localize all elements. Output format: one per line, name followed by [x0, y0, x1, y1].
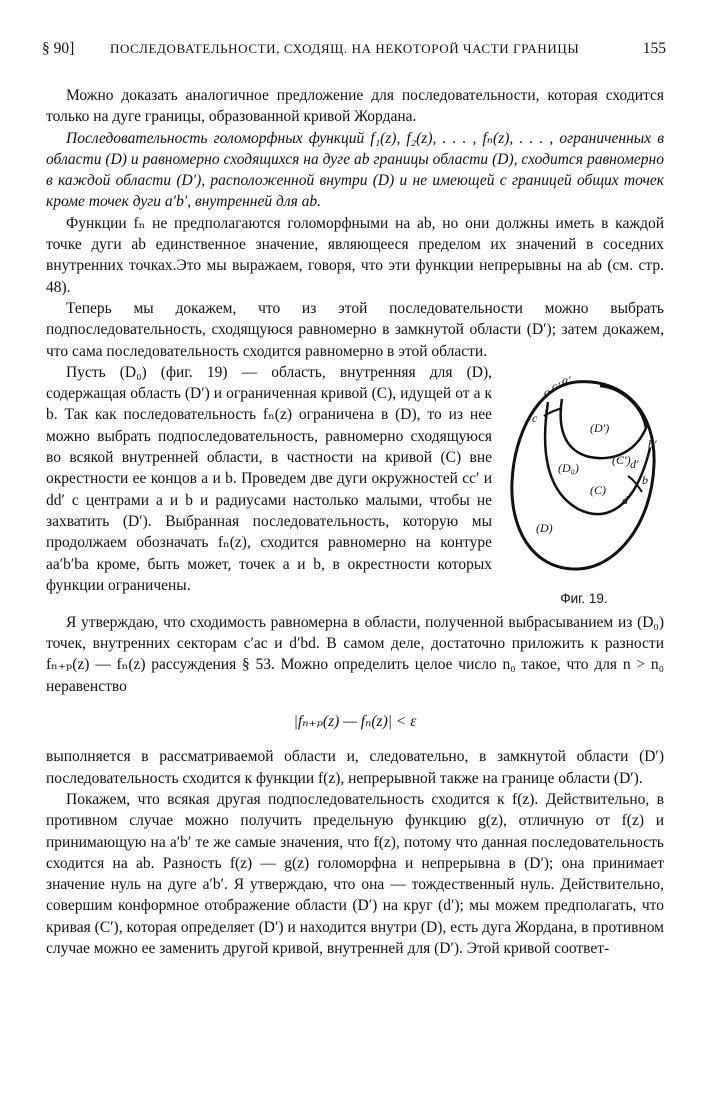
figure-caption: Фиг. 19.: [560, 590, 608, 606]
label-D0: (D₀): [558, 460, 579, 475]
label-C-prime: (C′): [612, 452, 631, 467]
label-a-prime: a′: [562, 372, 571, 387]
label-C: (C): [590, 482, 606, 497]
label-D: (D): [536, 520, 553, 535]
running-header: [42, 40, 666, 64]
paragraph-3: Функции fₙ не предполагаются голоморфными на ab, но они должны иметь в каждой точке дуги ab единственное значение, являющееся пределом их значений в соседних внутренних точках.Это мы выражаем, говоря, что эти функции непрерывны на ab (см. стр. 48).: [46, 214, 664, 296]
label-d-prime: d′: [630, 456, 639, 471]
label-c: c: [532, 410, 538, 425]
page-number: 155: [642, 40, 666, 57]
inequality-formula: |fₙ₊ₚ(z) — fₙ(z)| < ε: [293, 713, 417, 731]
paragraph-7: выполняется в рассматриваемой области и, следовательно, в замкнутой области (D′) последовательность сходится к функции f(z), непрерывной также на границе области (D′).: [46, 748, 664, 787]
label-b: b: [642, 472, 648, 487]
paragraph-1: Можно доказать аналогичное предложение для последовательности, которая сходится только на дуге границы, образованной кривой Жордана.: [46, 87, 664, 126]
figure-19-diagram: [504, 364, 664, 586]
label-d: d: [622, 492, 628, 507]
theorem-statement: Последовательность голоморфных функций f₁(z), f₂(z), . . . , fₙ(z), . . . , ограниченных в области (D) и равномерно сходящихся на дуге ab границы области (D), сходится равномерно в каждой области (D′), расположенной внутри (D) и не имеющей с границей общих точек кроме точек дуги a′b′, внутренней для ab.: [46, 129, 664, 211]
paragraph-8: Покажем, что всякая другая подпоследовательность сходится к f(z). Действительно, в противном случае можно получить предельную функцию g(z), отличную от f(z) и принимающую на a′b′ те же самые значения, что f(z), потому что данная последовательность сходится на ab. Разность f(z) — g(z) голоморфна и непрерывна в (D′); она принимает значение нуль на дуге a′b′. Я утверждаю, что она — тождественный нуль. Действительно, совершим конформное отображение области (D′) на круг (d′); мы можем предполагать, что кривая (C′), которая определяет (D′) и находится внутри (D), есть дуга Жордана, в противном случае можно ее заменить другой кривой, внутренней для (D′). Этой кривой соответ-: [46, 790, 664, 958]
label-D-prime: (D′): [590, 420, 610, 435]
outer-curve-D: [512, 382, 654, 569]
section-number: § 90]: [42, 40, 75, 57]
figure-19: [504, 364, 664, 612]
running-title: ПОСЛЕДОВАТЕЛЬНОСТИ, СХОДЯЩ. НА НЕКОТОРОЙ ЧАСТИ ГРАНИЦЫ: [110, 41, 580, 56]
label-c-prime: c′: [552, 378, 560, 393]
paragraph-4: Теперь мы докажем, что из этой последовательности можно выбрать подпоследовательность, сходящуюся равномерно в замкнутой области (D′); затем докажем, что сама последовательность сходится равномерно в этой области.: [46, 299, 664, 360]
label-b-prime: b′: [648, 436, 657, 451]
paragraph-5: Пусть (D₀) (фиг. 19) — область, внутренняя для (D), содержащая область (D′) и ограниченная кривой (C), идущей от a к b. Так как последовательность fₙ(z) ограничена в (D), то из нее можно выбрать подпоследовательность, равномерно сходящуюся во всякой внутренней области, в частности на кривой (C) вне окрестности ее концов a и b. Проведем две дуги окружностей cc′ и dd′ с центрами a и b и радиусами настолько малыми, чтобы не захватить (D′). Выбранная последовательность, которую мы продолжаем обозначать fₙ(z), сходится равномерно на контуре aa′b′ba кроме, быть может, точек a и b, в окрестности которых функции ограничены.: [46, 363, 492, 594]
label-a: a: [544, 384, 550, 399]
paragraph-6: Я утверждаю, что сходимость равномерна в области, полученной выбрасыванием из (D₀) точек, внутренних секторам c′ac и d′bd. В самом деле, достаточно приложить к разности fₙ₊ₚ(z) — fₙ(z) рассуждения § 53. Можно определить целое число n₀ такое, что для n > n₀ неравенство: [46, 613, 664, 695]
page-body: [46, 85, 664, 959]
